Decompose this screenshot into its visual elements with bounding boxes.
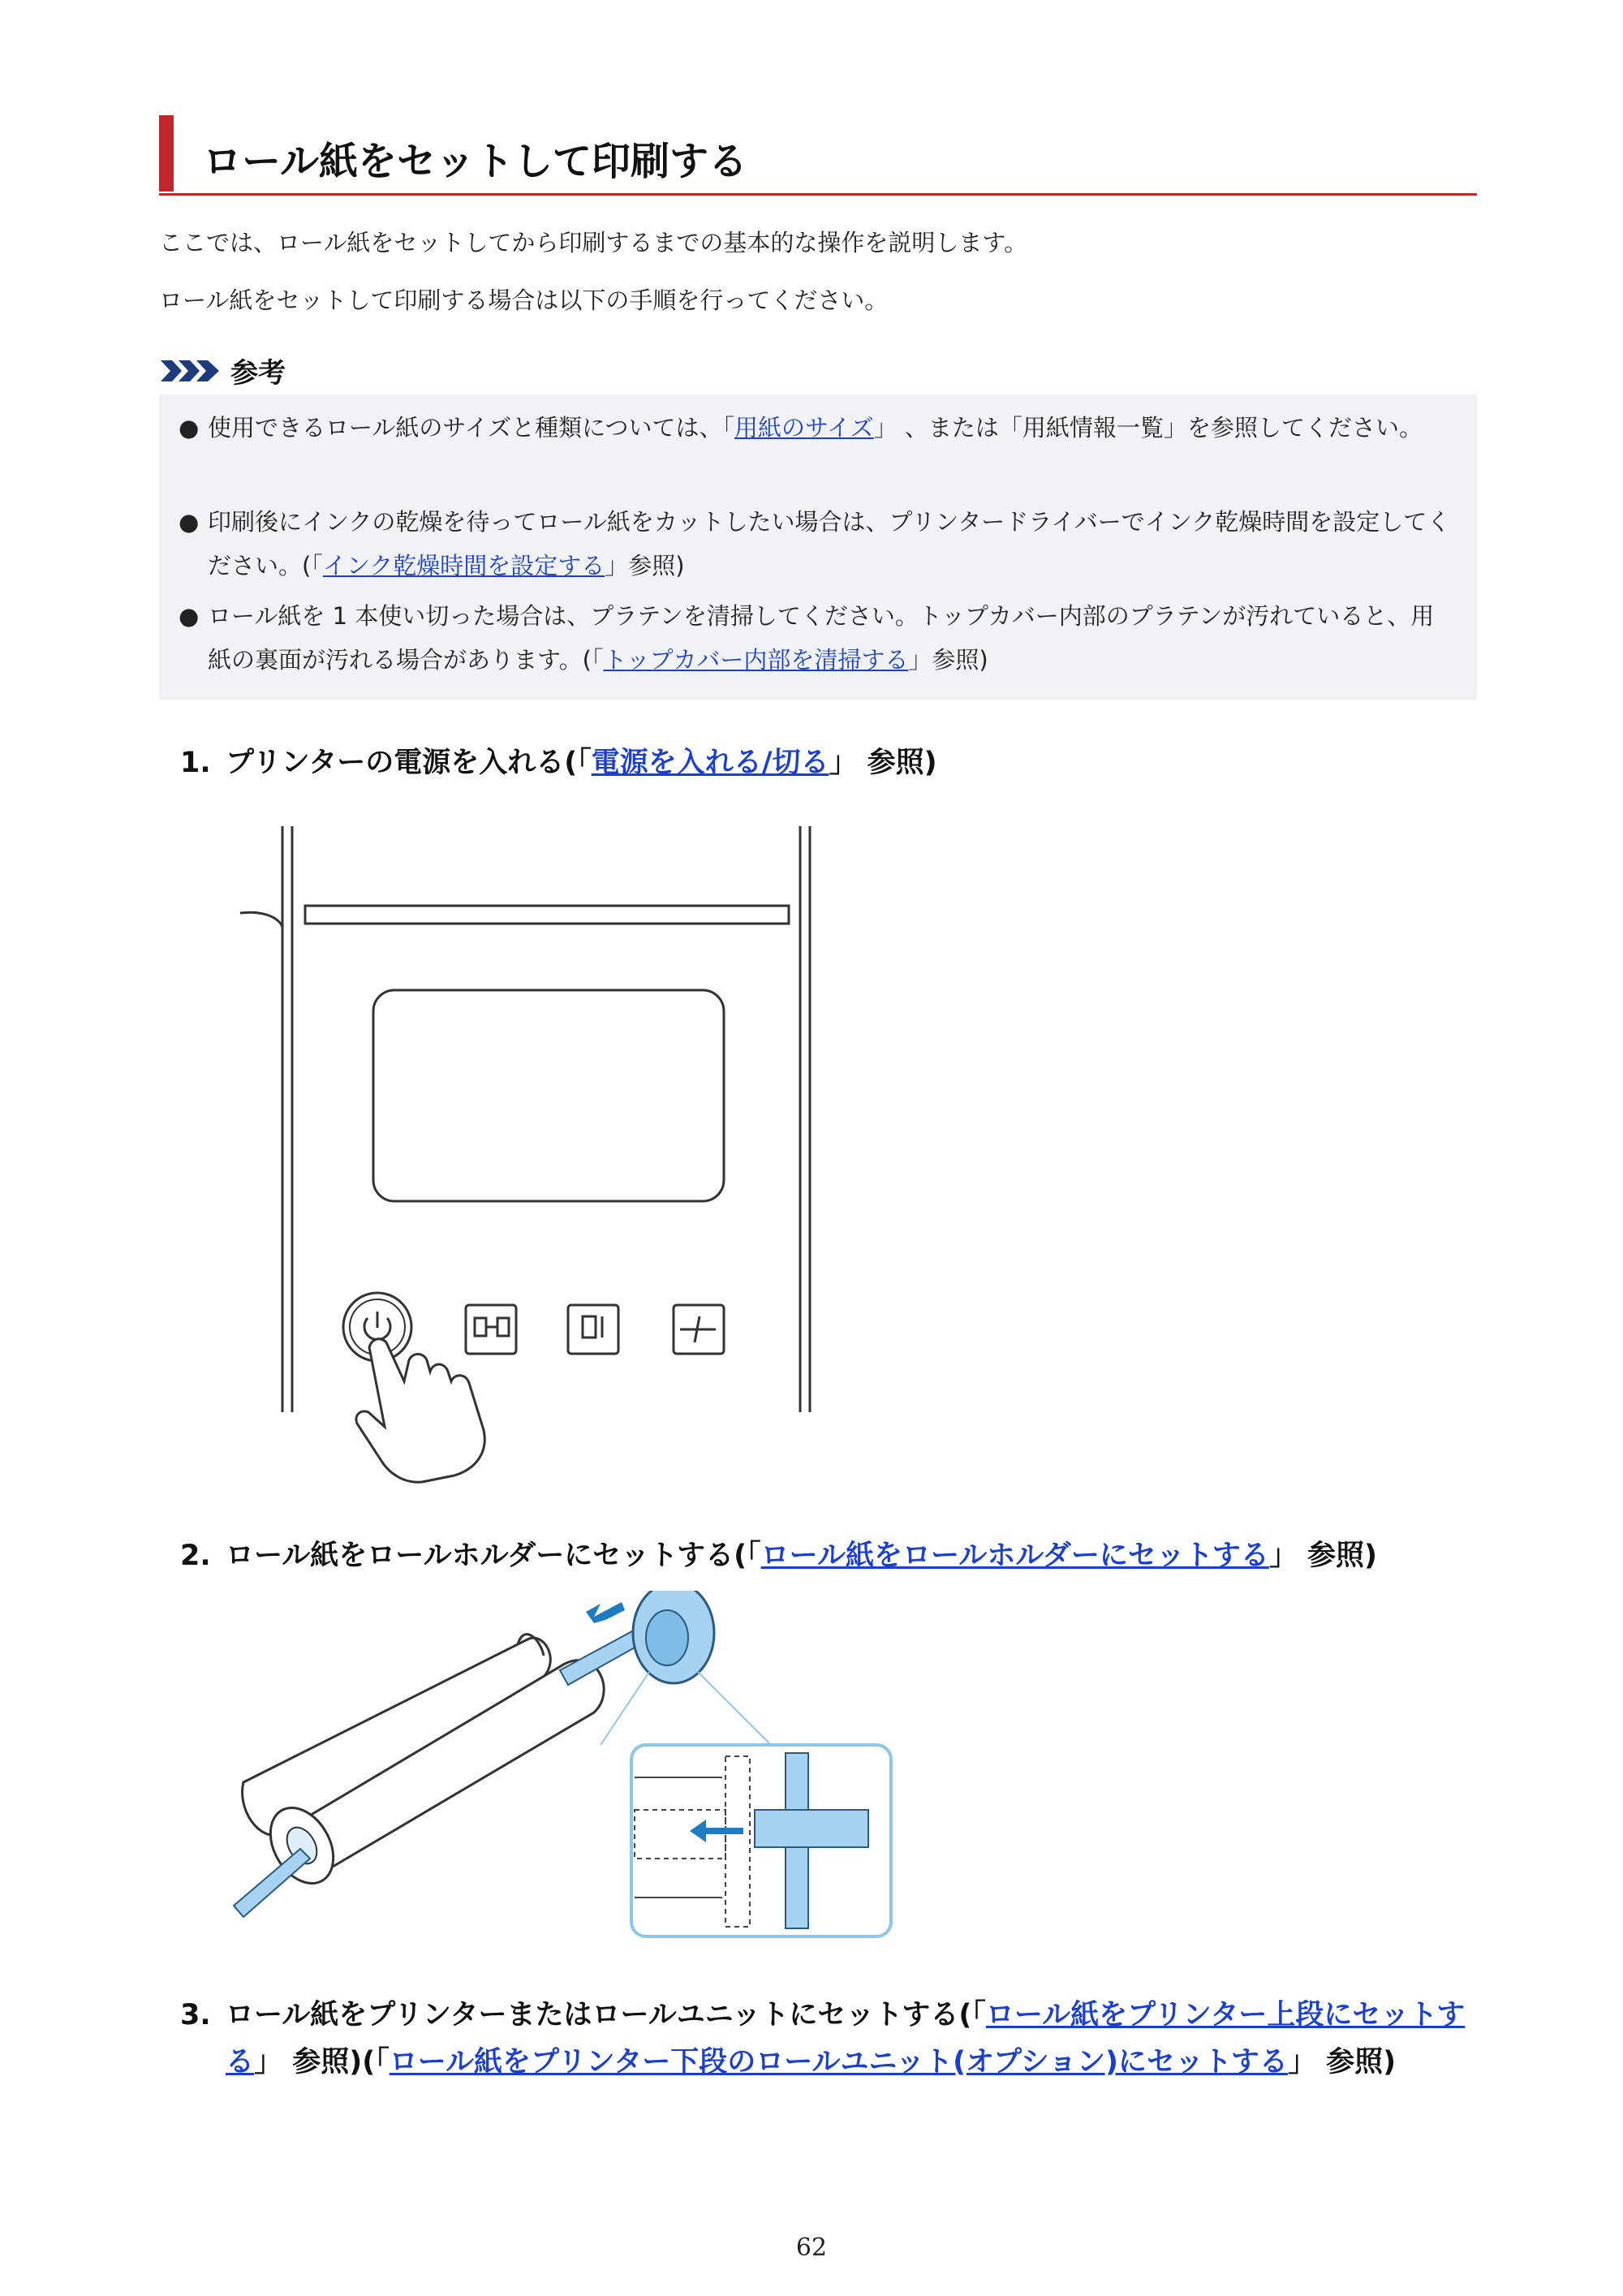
- page-title-block: [159, 115, 1477, 196]
- note-item: [179, 594, 1457, 682]
- step-number: 1.: [180, 747, 211, 779]
- note-item-text: ロール紙を 1 本使い切った場合は、プラテンを清掃してください。トップカバー内部のプラテンが汚れていると、用紙の裏面が汚れる場合があります。(「: [208, 602, 1435, 674]
- step-number: 3.: [180, 1999, 211, 2031]
- link-paper-size[interactable]: 用紙のサイズ: [734, 414, 874, 442]
- insert-arrow-icon: [586, 1602, 625, 1623]
- note-item: [179, 406, 1457, 450]
- control-panel-illustration: [235, 820, 820, 1485]
- title-accent-bar: [159, 115, 174, 192]
- link-set-roll-lower-unit[interactable]: ロール紙をプリンター下段のロールユニット(オプション)にセットする: [389, 2046, 1288, 2078]
- link-ink-drying-time[interactable]: インク乾燥時間を設定する: [322, 552, 605, 579]
- bullet-icon: ●: [179, 508, 200, 536]
- note-item-text: 」参照): [605, 552, 685, 579]
- note-item-text: 印刷後にインクの乾燥を待ってロール紙をカットしたい場合は、プリンタードライバーでインク乾燥時間を設定してください。(「: [208, 508, 1451, 579]
- step-text-part: 」 参照): [1287, 2046, 1397, 2078]
- link-set-roll-upper[interactable]: ロール紙をプリンター上段にセットする: [226, 1999, 1466, 2078]
- step-number: 2.: [180, 1540, 211, 1572]
- hand-pointer-icon: [356, 1339, 484, 1482]
- note-arrows-icon: [161, 357, 226, 385]
- roll-holder-illustration: [219, 1591, 901, 1940]
- step-text: [226, 1992, 1492, 2086]
- paper-load-icon: [568, 1305, 618, 1354]
- step-text-part: 」 参照)(「: [254, 2046, 390, 2078]
- step-text: [226, 1532, 1492, 1579]
- link-power-on-off[interactable]: 電源を入れる/切る: [591, 747, 829, 779]
- step-text-part: 」 参照): [1268, 1540, 1377, 1572]
- note-item: [179, 500, 1457, 588]
- page-number: 62: [795, 2234, 828, 2262]
- step-text-part: プリンターの電源を入れる(「: [226, 747, 592, 779]
- intro-paragraph-2: ロール紙をセットして印刷する場合は以下の手順を行ってください。: [159, 286, 889, 314]
- note-item-text: 」参照): [908, 646, 988, 674]
- link-clean-top-cover[interactable]: トップカバー内部を清掃する: [603, 646, 909, 674]
- intro-paragraph-1: ここでは、ロール紙をセットしてから印刷するまでの基本的な操作を説明します。: [159, 229, 1028, 256]
- note-label: 参考: [230, 357, 286, 390]
- link-set-roll-holder[interactable]: ロール紙をロールホルダーにセットする: [760, 1540, 1269, 1572]
- step-text: [226, 739, 1492, 786]
- note-item-text: 使用できるロール紙のサイズと種類については、「: [208, 414, 735, 442]
- bullet-icon: ●: [179, 602, 200, 630]
- note-item-text: 」 、または「用紙情報一覧」を参照してください。: [873, 414, 1423, 442]
- step-text-part: 」 参照): [829, 747, 937, 779]
- bullet-icon: ●: [179, 414, 200, 442]
- note-box: [159, 394, 1477, 700]
- step-text-part: ロール紙をロールホルダーにセットする(「: [226, 1540, 761, 1572]
- page-title: ロール紙をセットして印刷する: [203, 139, 748, 184]
- step-text-part: ロール紙をプリンターまたはロールユニットにセットする(「: [226, 1999, 986, 2031]
